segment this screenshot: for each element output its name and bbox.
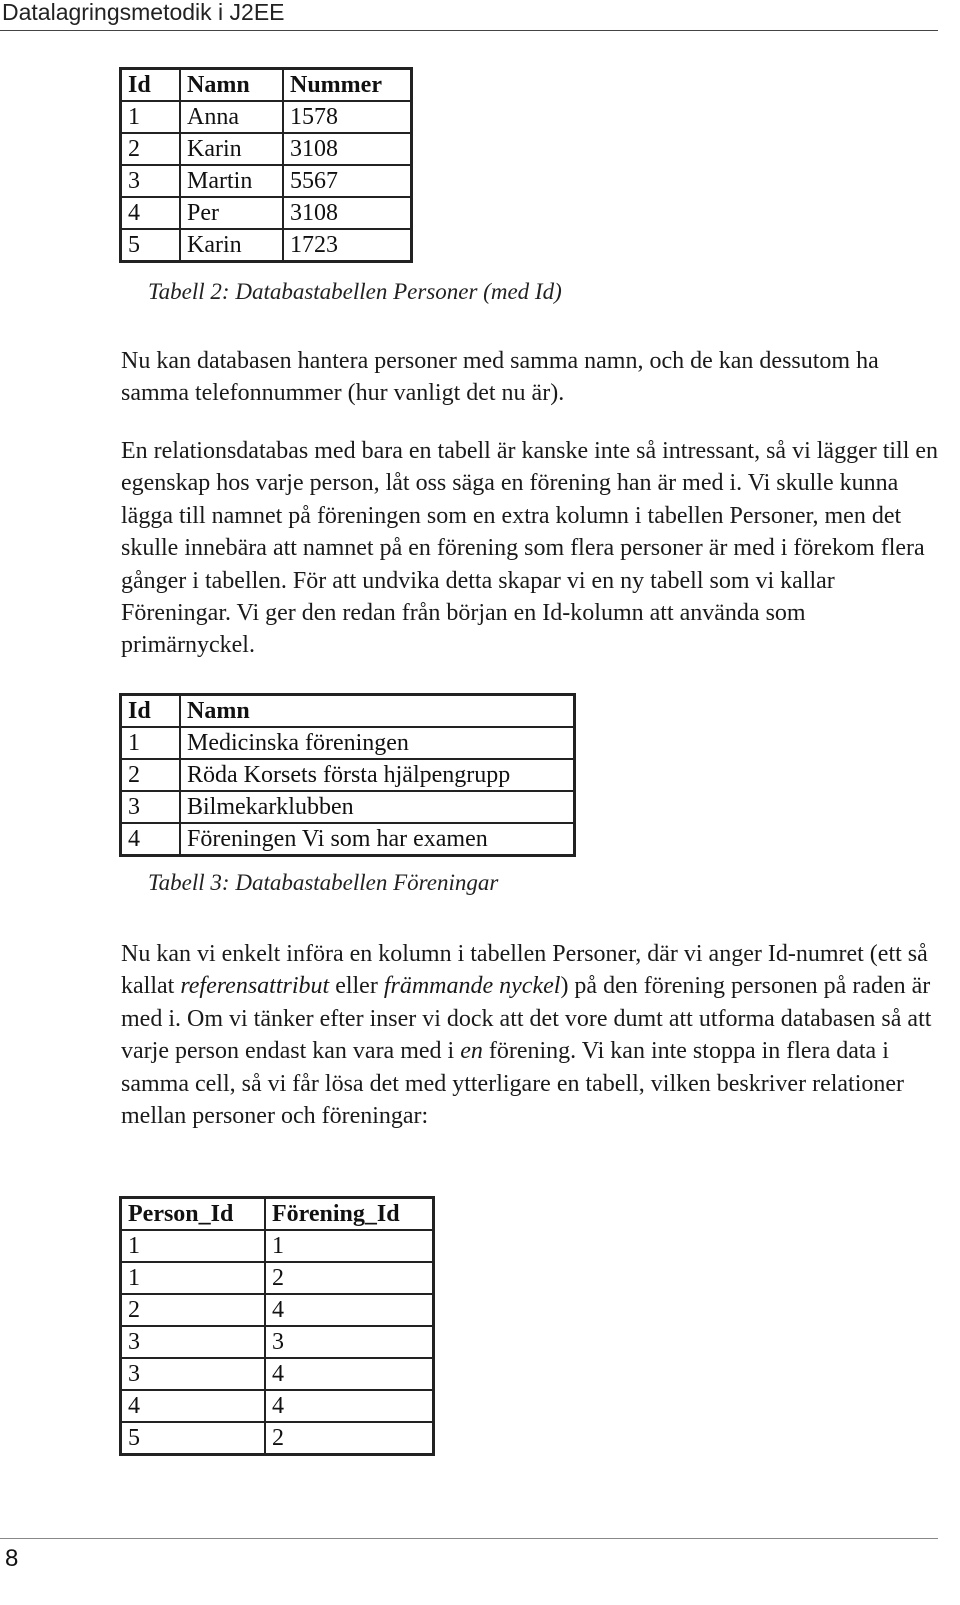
table-cell: Anna — [180, 101, 283, 133]
table-row — [121, 1262, 434, 1294]
table-cell: 4 — [265, 1294, 434, 1326]
table-cell: 3 — [121, 165, 181, 197]
table-cell: Medicinska föreningen — [180, 727, 575, 759]
table-cell: Karin — [180, 229, 283, 262]
table-cell: 1 — [121, 727, 181, 759]
foreningar-table — [119, 693, 576, 857]
table-cell: 5 — [121, 229, 181, 262]
table-cell: Föreningen Vi som har examen — [180, 823, 575, 856]
page-number: 8 — [5, 1545, 19, 1572]
column-header-namn: Namn — [180, 69, 283, 102]
personer-table — [119, 67, 413, 263]
table-header-row — [121, 69, 412, 102]
table-cell: 5 — [121, 1422, 266, 1455]
table-cell: 1 — [121, 1230, 266, 1262]
table-row — [121, 1326, 434, 1358]
table-row — [121, 791, 575, 823]
emphasis-term: referensattribut — [180, 973, 330, 1000]
table-cell: 2 — [121, 759, 181, 791]
table-header-row — [121, 1198, 434, 1231]
table-cell: 3 — [121, 1326, 266, 1358]
paragraph-segment: Nu kan vi enkelt införa en kolumn i tabellen Personer, där vi anger Id-numret (ett så kallat — [121, 941, 928, 1000]
table-row — [121, 727, 575, 759]
table-cell: 4 — [121, 197, 181, 229]
table-row — [121, 229, 412, 262]
table-cell: 1578 — [283, 101, 412, 133]
page-header — [0, 0, 938, 31]
table-cell: Röda Korsets första hjälpengrupp — [180, 759, 575, 791]
table-cell: 3108 — [283, 197, 412, 229]
table-row — [121, 1294, 434, 1326]
paragraph-3 — [121, 938, 941, 1132]
footer-divider — [0, 1538, 938, 1539]
paragraph-2 — [121, 435, 941, 662]
table-cell: 2 — [121, 1294, 266, 1326]
column-header-namn: Namn — [180, 695, 575, 728]
table-row — [121, 759, 575, 791]
table-row — [121, 133, 412, 165]
table-cell: 2 — [265, 1422, 434, 1455]
table-row — [121, 823, 575, 856]
table-row — [121, 165, 412, 197]
table-cell: 4 — [265, 1390, 434, 1422]
paragraph-segment: ) på den förening personen på raden är med i. Om vi tänker efter inser vi dock att det vore dumt att utforma databasen så att varje person endast kan vara med i — [121, 973, 932, 1065]
document-title: Datalagringsmetodik i J2EE — [2, 0, 285, 25]
table-cell: Per — [180, 197, 283, 229]
table-cell: 2 — [265, 1262, 434, 1294]
table-row — [121, 197, 412, 229]
table-cell: 3 — [265, 1326, 434, 1358]
paragraph-text: En relationsdatabas med bara en tabell är kanske inte så intressant, så vi lägger till en egenskap hos varje person, låt oss säga en förening han är med i. Vi skulle kunna lägga till namnet på föreningen som en extra kolumn i tabellen Personer, men det skulle innebära att namnet på en förening som flera personer är med i förekom flera gånger i tabellen. För att undvika detta skapar vi en ny tabell som vi kallar Föreningar. Vi ger den redan från början en Id-kolumn att använda som primärnyckel. — [121, 438, 939, 659]
emphasis-term: en — [460, 1038, 483, 1065]
table-caption-foreningar: Tabell 3: Databastabellen Föreningar — [148, 870, 499, 895]
paragraph-text — [121, 938, 941, 1132]
table-row — [121, 1390, 434, 1422]
table-cell: 4 — [121, 1390, 266, 1422]
table-cell: Martin — [180, 165, 283, 197]
table-cell: 3108 — [283, 133, 412, 165]
column-header-forening-id: Förening_Id — [265, 1198, 434, 1231]
table-cell: 1 — [265, 1230, 434, 1262]
paragraph-segment: förening. Vi kan inte stoppa in flera data i samma cell, så vi får lösa det med ytterligare en tabell, vilken beskriver relationer mellan personer och föreningar: — [121, 1038, 905, 1130]
table-caption-personer: Tabell 2: Databastabellen Personer (med Id) — [148, 279, 562, 304]
table-cell: Bilmekarklubben — [180, 791, 575, 823]
column-header-nummer: Nummer — [283, 69, 412, 102]
table-cell: 2 — [121, 133, 181, 165]
emphasis-term: främmande nyckel — [383, 973, 561, 1000]
paragraph-1 — [121, 345, 941, 410]
paragraph-text: Nu kan databasen hantera personer med samma namn, och de kan dessutom ha samma telefonnummer (hur vanligt det nu är). — [121, 348, 879, 407]
table-row — [121, 1358, 434, 1390]
table-cell: 4 — [121, 823, 181, 856]
table-cell: 3 — [121, 791, 181, 823]
relation-table — [119, 1196, 435, 1456]
table-cell: 1 — [121, 101, 181, 133]
table-row — [121, 1230, 434, 1262]
table-cell: 3 — [121, 1358, 266, 1390]
paragraph-segment: eller — [329, 973, 384, 1000]
table-row — [121, 101, 412, 133]
table-cell: Karin — [180, 133, 283, 165]
table-header-row — [121, 695, 575, 728]
table-cell: 1723 — [283, 229, 412, 262]
column-header-person-id: Person_Id — [121, 1198, 266, 1231]
table-cell: 4 — [265, 1358, 434, 1390]
table-cell: 1 — [121, 1262, 266, 1294]
column-header-id: Id — [121, 695, 181, 728]
table-row — [121, 1422, 434, 1455]
column-header-id: Id — [121, 69, 181, 102]
table-cell: 5567 — [283, 165, 412, 197]
